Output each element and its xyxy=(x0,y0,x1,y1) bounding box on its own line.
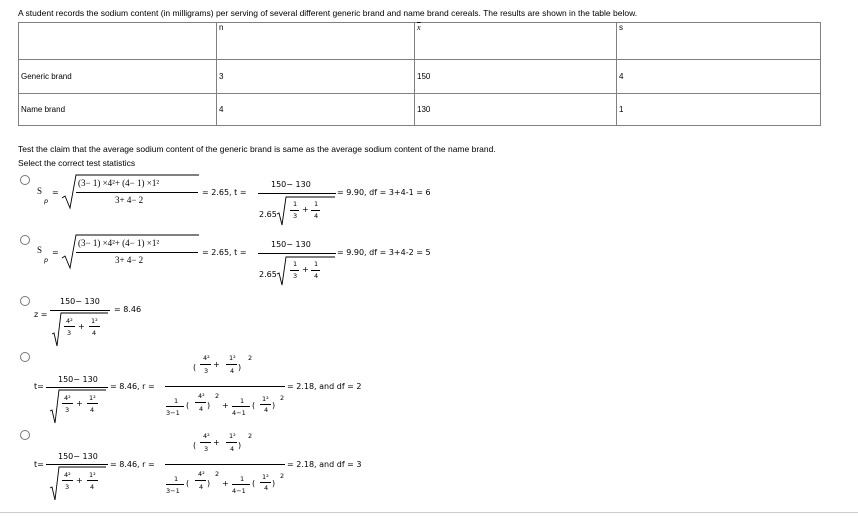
fraction-bar xyxy=(260,404,271,405)
cell-xbar: 130 xyxy=(415,94,617,126)
r-bot-c1: 1 xyxy=(174,397,179,405)
fraction-bar xyxy=(62,480,73,481)
r-bot-a: 4² xyxy=(198,470,205,478)
frac-four: 4 xyxy=(314,212,319,220)
r-top-b-den: 4 xyxy=(230,367,235,375)
cell-xbar: 150 xyxy=(415,60,617,94)
sodium-data-table xyxy=(18,22,821,126)
r-bot-b-den: 4 xyxy=(264,406,269,414)
row-label: Name brand xyxy=(19,94,217,126)
fraction-bar xyxy=(311,270,320,271)
fraction-bar xyxy=(62,403,73,404)
radio-option-1[interactable] xyxy=(20,175,30,185)
table-row xyxy=(19,60,821,94)
r-top-a-den: 3 xyxy=(204,367,209,375)
option-result: = 9.90, df = 3+4-1 = 6 xyxy=(337,188,431,197)
r-top-pow: 2 xyxy=(248,354,253,362)
den-a: 3 xyxy=(67,329,72,337)
pooled-numerator: (3− 1) ×4²+ (4− 1) ×1² xyxy=(78,178,160,188)
header-n: n xyxy=(217,23,415,60)
fraction-bar xyxy=(260,482,271,483)
den-a: 3 xyxy=(65,406,70,414)
t-numerator: 150− 130 xyxy=(58,375,98,384)
sp-value-text: = 2.65, t = xyxy=(202,188,247,197)
radio-option-4[interactable] xyxy=(20,352,30,362)
r-bot-pow2: 2 xyxy=(280,394,285,402)
equals-sign: = xyxy=(52,188,59,197)
pooled-denominator: 3+ 4− 2 xyxy=(115,255,144,265)
fraction-bar xyxy=(76,252,198,253)
header-s: s xyxy=(617,23,821,60)
fraction-bar xyxy=(195,480,206,481)
sp-symbol: S xyxy=(37,245,43,255)
fraction-bar xyxy=(46,387,108,388)
plus-sign: + xyxy=(222,401,229,410)
sq-b: 1² xyxy=(89,394,96,402)
header-xbar xyxy=(415,23,617,60)
r-bot-pow1: 2 xyxy=(215,470,220,478)
table-row xyxy=(19,94,821,126)
option-result: = 2.18, and df = 2 xyxy=(287,382,362,391)
t-lhs: t= xyxy=(34,382,44,391)
paren-close: ) xyxy=(272,401,276,410)
r-top-b: 1² xyxy=(229,432,236,440)
sp-value-text: = 2.65, t = xyxy=(202,248,247,257)
fraction-bar xyxy=(226,442,237,443)
option-result: = 2.18, and df = 3 xyxy=(287,460,362,469)
fraction-bar xyxy=(165,386,285,387)
plus-sign: + xyxy=(222,479,229,488)
t-coefficient: 2.65 xyxy=(259,270,277,279)
sp-subscript: p xyxy=(44,197,49,205)
cell-s: 4 xyxy=(617,60,821,94)
fraction-bar xyxy=(64,326,75,327)
r-bot-a: 4² xyxy=(198,392,205,400)
claim-text: Test the claim that the average sodium content of the generic brand is same as the average sodium content of the name brand. xyxy=(18,144,496,154)
sq-b: 1² xyxy=(89,471,96,479)
fraction-bar xyxy=(76,192,198,193)
xbar-symbol: $\overline{x}$ xyxy=(417,23,421,32)
t-coefficient: 2.65 xyxy=(259,210,277,219)
r-top-a-den: 3 xyxy=(204,445,209,453)
r-bot-b-den: 4 xyxy=(264,484,269,492)
t-numerator: 150− 130 xyxy=(58,452,98,461)
r-bot-c2: 1 xyxy=(240,475,245,483)
footer-divider xyxy=(0,512,858,513)
r-bot-c1-den: 3−1 xyxy=(166,409,180,417)
fraction-bar xyxy=(232,484,250,485)
frac-three: 3 xyxy=(293,272,298,280)
fraction-bar xyxy=(290,270,299,271)
fraction-bar xyxy=(165,464,285,465)
radio-option-5[interactable] xyxy=(20,430,30,440)
den-b: 4 xyxy=(90,483,95,491)
sq-b: 1² xyxy=(91,317,98,325)
r-top-pow: 2 xyxy=(248,432,253,440)
den-b: 4 xyxy=(92,329,97,337)
frac-one: 1 xyxy=(293,200,298,208)
plus-sign: + xyxy=(76,476,83,485)
frac-one: 1 xyxy=(293,260,298,268)
fraction-bar xyxy=(166,484,184,485)
r-bot-pow2: 2 xyxy=(280,472,285,480)
t-numerator: 150− 130 xyxy=(271,180,311,189)
fraction-bar xyxy=(166,406,184,407)
fraction-bar xyxy=(87,480,98,481)
header-blank xyxy=(19,23,217,60)
paren-close: ) xyxy=(207,401,211,410)
r-top-a: 4² xyxy=(203,354,210,362)
r-bot-c2-den: 4−1 xyxy=(232,487,246,495)
fraction-bar xyxy=(195,402,206,403)
fraction-bar xyxy=(200,442,211,443)
plus-sign: + xyxy=(76,399,83,408)
select-prompt: Select the correct test statistics xyxy=(18,158,136,168)
t-value-text: = 8.46, r = xyxy=(110,382,155,391)
cell-s: 1 xyxy=(617,94,821,126)
fraction-bar xyxy=(226,364,237,365)
r-top-b: 1² xyxy=(229,354,236,362)
fraction-bar xyxy=(258,193,336,194)
frac-three: 3 xyxy=(293,212,298,220)
fraction-bar xyxy=(232,406,250,407)
cell-n: 3 xyxy=(217,60,415,94)
r-bot-b: 1² xyxy=(262,473,269,481)
z-numerator: 150− 130 xyxy=(60,297,100,306)
paren-close: ) xyxy=(272,479,276,488)
z-lhs: z = xyxy=(34,310,48,319)
radio-option-2[interactable] xyxy=(20,235,30,245)
sq-a: 4² xyxy=(64,394,71,402)
plus-sign: + xyxy=(78,322,85,331)
option-result: = 8.46 xyxy=(114,305,142,314)
r-bot-a-den: 4 xyxy=(199,483,204,491)
fraction-bar xyxy=(311,210,320,211)
paren-close: ) xyxy=(238,363,242,372)
paren-close: ) xyxy=(238,441,242,450)
r-bot-c2: 1 xyxy=(240,397,245,405)
r-bot-b: 1² xyxy=(262,395,269,403)
paren-open: ( xyxy=(193,441,197,450)
radio-option-3[interactable] xyxy=(20,296,30,306)
plus-sign: + xyxy=(302,265,309,274)
sq-a: 4² xyxy=(64,471,71,479)
fraction-bar xyxy=(89,326,100,327)
den-a: 3 xyxy=(65,483,70,491)
r-bot-c1-den: 3−1 xyxy=(166,487,180,495)
option-result: = 9.90, df = 3+4-2 = 5 xyxy=(337,248,431,257)
table-header-row xyxy=(19,23,821,60)
frac-one: 1 xyxy=(314,260,319,268)
plus-sign: + xyxy=(213,360,220,369)
equals-sign: = xyxy=(52,248,59,257)
r-bot-c2-den: 4−1 xyxy=(232,409,246,417)
fraction-bar xyxy=(258,253,336,254)
r-bot-pow1: 2 xyxy=(215,392,220,400)
paren-close: ) xyxy=(207,479,211,488)
paren-open: ( xyxy=(252,401,256,410)
fraction-bar xyxy=(50,310,110,311)
fraction-bar xyxy=(290,210,299,211)
t-numerator: 150− 130 xyxy=(271,240,311,249)
t-lhs: t= xyxy=(34,460,44,469)
fraction-bar xyxy=(87,403,98,404)
frac-one: 1 xyxy=(314,200,319,208)
r-bot-c1: 1 xyxy=(174,475,179,483)
paren-open: ( xyxy=(193,363,197,372)
question-intro: A student records the sodium content (in milligrams) per serving of several different generic brand and name brand cereals. The results are shown in the table below. xyxy=(18,8,638,18)
paren-open: ( xyxy=(252,479,256,488)
r-bot-a-den: 4 xyxy=(199,405,204,413)
plus-sign: + xyxy=(302,205,309,214)
t-value-text: = 8.46, r = xyxy=(110,460,155,469)
sp-subscript: p xyxy=(44,256,49,264)
pooled-denominator: 3+ 4− 2 xyxy=(115,195,144,205)
cell-n: 4 xyxy=(217,94,415,126)
den-b: 4 xyxy=(90,406,95,414)
fraction-bar xyxy=(46,464,108,465)
sq-a: 4² xyxy=(66,317,73,325)
paren-open: ( xyxy=(186,479,190,488)
plus-sign: + xyxy=(213,438,220,447)
r-top-b-den: 4 xyxy=(230,445,235,453)
frac-four: 4 xyxy=(314,272,319,280)
r-top-a: 4² xyxy=(203,432,210,440)
row-label: Generic brand xyxy=(19,60,217,94)
fraction-bar xyxy=(200,364,211,365)
pooled-numerator: (3− 1) ×4²+ (4− 1) ×1² xyxy=(78,238,160,248)
paren-open: ( xyxy=(186,401,190,410)
sp-symbol: S xyxy=(37,186,43,196)
